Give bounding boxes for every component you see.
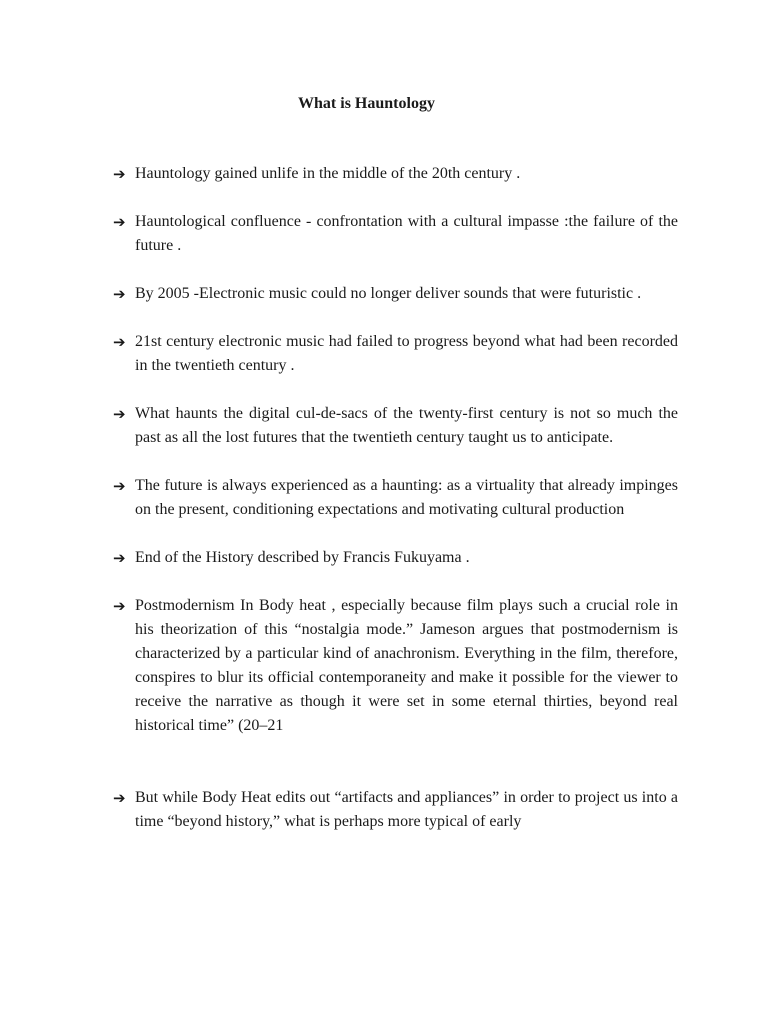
bullet-text: What haunts the digital cul-de-sacs of the twenty-first century is not so much the past as all the lost futures that the twentieth century taught us to anticipate.: [135, 405, 678, 446]
list-item: [113, 594, 678, 738]
bullet-text: By 2005 -Electronic music could no longer deliver sounds that were futuristic .: [135, 285, 642, 302]
list-item: [113, 282, 678, 306]
list-item: [113, 210, 678, 258]
document-title: What is Hauntology: [298, 95, 435, 112]
arrow-bullet-icon: ➔: [113, 477, 126, 495]
arrow-bullet-icon: ➔: [113, 333, 126, 351]
bullet-text: The future is always experienced as a haunting: as a virtuality that already impinges on the present, conditioning expectations and motivating cultural production: [135, 477, 678, 518]
bullet-text: But while Body Heat edits out “artifacts and appliances” in order to project us into a time “beyond history,” what is perhaps more typical of early: [135, 789, 678, 830]
bullet-text: Postmodernism In Body heat , especially because film plays such a crucial role in his theorization of this “nostalgia mode.” Jameson argues that postmodernism is characterized by a particular kind of anachronism. Everything in the film, therefore, conspires to blur its official contemporaneity and make it possible for the viewer to receive the narrative as though it were set in some eternal thirties, beyond real historical time” (20–21: [135, 597, 678, 734]
arrow-bullet-icon: ➔: [113, 789, 126, 807]
bullet-list: [113, 162, 678, 834]
arrow-bullet-icon: ➔: [113, 549, 126, 567]
arrow-bullet-icon: ➔: [113, 285, 126, 303]
arrow-bullet-icon: ➔: [113, 213, 126, 231]
arrow-bullet-icon: ➔: [113, 405, 126, 423]
list-item: [113, 162, 678, 186]
bullet-text: Hauntology gained unlife in the middle of the 20th century .: [135, 165, 521, 182]
bullet-text: Hauntological confluence - confrontation with a cultural impasse :the failure of the future .: [135, 213, 678, 254]
list-item: [113, 786, 678, 834]
bullet-text: End of the History described by Francis Fukuyama .: [135, 549, 470, 566]
list-item: [113, 546, 678, 570]
list-item: [113, 402, 678, 450]
arrow-bullet-icon: ➔: [113, 165, 126, 183]
list-item: [113, 330, 678, 378]
arrow-bullet-icon: ➔: [113, 597, 126, 615]
list-item: [113, 474, 678, 522]
bullet-text: 21st century electronic music had failed to progress beyond what had been recorded in the twentieth century .: [135, 333, 678, 374]
